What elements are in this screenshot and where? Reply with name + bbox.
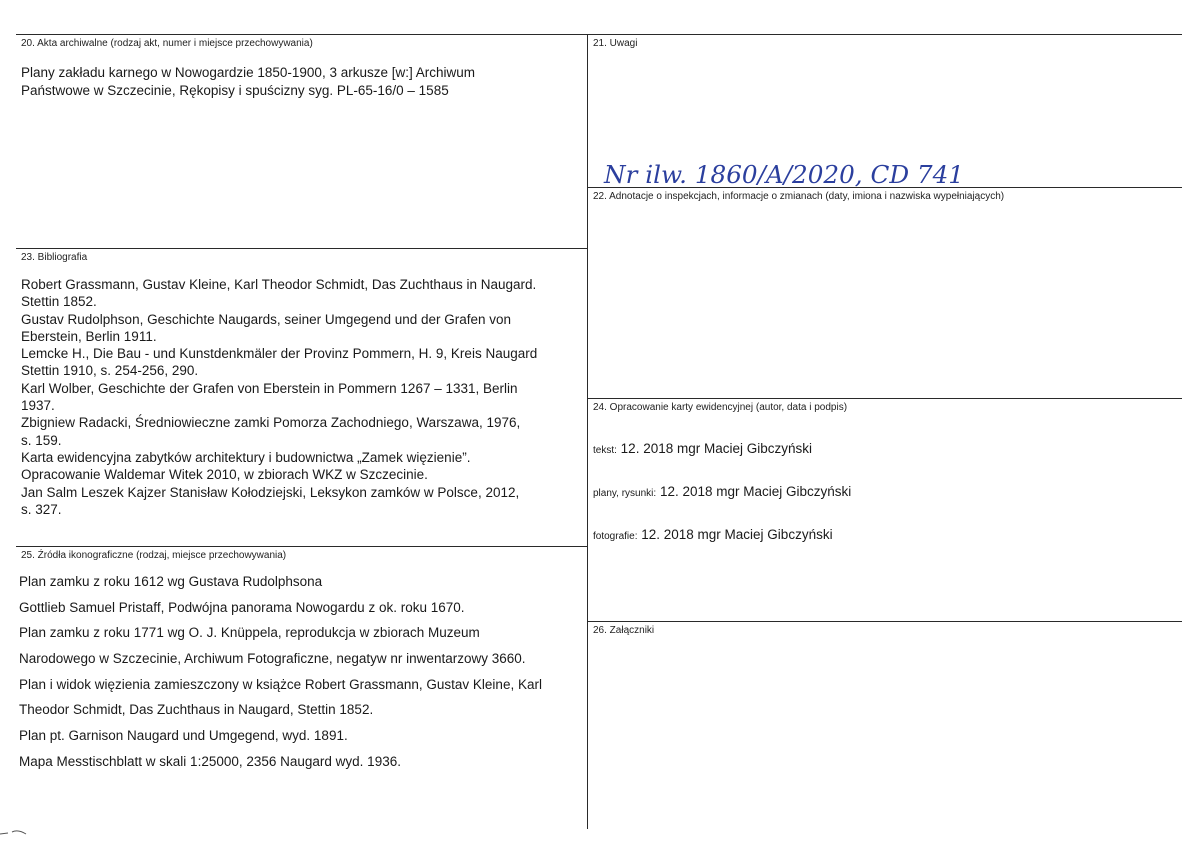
bibliography-line: Gustav Rudolphson, Geschichte Naugards, seiner Umgegend und der Grafen von	[21, 311, 512, 327]
bibliography-line: Karl Wolber, Geschichte der Grafen von Eberstein in Pommern 1267 – 1331, Berlin	[21, 380, 518, 396]
author-photos-row	[593, 527, 833, 542]
iconography-line: Mapa Messtischblatt w skali 1:25000, 2356 Naugard wyd. 1936.	[19, 753, 401, 769]
rule-left-23	[16, 248, 587, 249]
section-24-title: 24. Opracowanie karty ewidencyjnej (autor, data i podpis)	[593, 402, 848, 413]
section-20-title: 20. Akta archiwalne (rodzaj akt, numer i miejsce przechowywania)	[21, 38, 313, 49]
bibliography-line: Stettin 1910, s. 254-256, 290.	[21, 363, 199, 379]
section-21-title: 21. Uwagi	[593, 38, 638, 49]
bibliography-line: Eberstein, Berlin 1911.	[21, 328, 157, 344]
bibliography-line: Karta ewidencyjna zabytków architektury i budownictwa „Zamek więzienie”.	[21, 449, 471, 465]
bibliography-list	[21, 276, 581, 518]
bibliography-line: Stettin 1852.	[21, 294, 97, 310]
row-label: tekst:	[593, 445, 617, 456]
handwritten-note-text: Nr ilw. 1860/A/2020, CD 741	[602, 161, 964, 189]
bibliography-line: s. 327.	[21, 501, 62, 517]
handwritten-inventory-note	[598, 151, 978, 193]
rule-right-26	[587, 621, 1182, 622]
bibliography-line: Lemcke H., Die Bau - und Kunstdenkmäler der Provinz Pommern, H. 9, Kreis Naugard	[21, 346, 538, 362]
rule-right-24	[587, 398, 1182, 399]
bibliography-line: s. 159.	[21, 432, 62, 448]
bibliography-line: Jan Salm Leszek Kajzer Stanisław Kołodziejski, Leksykon zamków w Polsce, 2012,	[21, 484, 520, 500]
iconography-line: Plan zamku z roku 1612 wg Gustava Rudolphsona	[19, 574, 323, 589]
bibliography-line: Opracowanie Waldemar Witek 2010, w zbiorach WKZ w Szczecinie.	[21, 467, 428, 483]
section-22-title: 22. Adnotacje o inspekcjach, informacje o zmianach (daty, imiona i nazwiska wypełniających)	[593, 191, 1005, 202]
row-value: 12. 2018 mgr Maciej Gibczyński	[641, 527, 833, 542]
iconography-list	[19, 573, 585, 779]
scan-mark-icon	[0, 828, 30, 838]
section-23-title: 23. Bibliografia	[21, 252, 88, 263]
iconography-line: Plan pt. Garnison Naugard und Umgegend, wyd. 1891.	[19, 728, 348, 744]
section-26-title: 26. Załączniki	[593, 625, 655, 636]
bibliography-line: 1937.	[21, 398, 55, 414]
bibliography-line: Robert Grassmann, Gustav Kleine, Karl Theodor Schmidt, Das Zuchthaus in Naugard.	[21, 277, 537, 292]
author-text-row	[593, 441, 812, 456]
row-value: 12. 2018 mgr Maciej Gibczyński	[620, 441, 812, 456]
top-rule	[16, 34, 1182, 35]
bibliography-line: Zbigniew Radacki, Średniowieczne zamki Pomorza Zachodniego, Warszawa, 1976,	[21, 415, 521, 431]
rule-left-25	[16, 546, 587, 547]
iconography-line: Gottlieb Samuel Pristaff, Podwójna panorama Nowogardu z ok. roku 1670.	[19, 599, 465, 615]
section-20-body	[21, 64, 581, 100]
row-value: 12. 2018 mgr Maciej Gibczyński	[659, 484, 852, 499]
row-label: fotografie:	[593, 531, 638, 542]
iconography-line: Plan i widok więzienia zamieszczony w książce Robert Grassmann, Gustav Kleine, Karl	[19, 676, 542, 692]
archive-line: Państwowe w Szczecinie, Rękopisy i spuścizny syg. PL-65-16/0 – 1585	[21, 83, 449, 98]
iconography-line: Theodor Schmidt, Das Zuchthaus in Naugard, Stettin 1852.	[19, 702, 374, 718]
row-label: plany, rysunki:	[593, 488, 657, 499]
iconography-line: Narodowego w Szczecinie, Archiwum Fotograficzne, negatyw nr inwentarzowy 3660.	[19, 651, 526, 667]
author-plans-row	[593, 484, 851, 499]
center-divider	[587, 34, 588, 829]
archive-line: Plany zakładu karnego w Nowogardzie 1850-1900, 3 arkusze [w:] Archiwum	[21, 65, 475, 80]
section-25-title: 25. Źródła ikonograficzne (rodzaj, miejsce przechowywania)	[21, 550, 287, 561]
iconography-line: Plan zamku z roku 1771 wg O. J. Knüppela, reprodukcja w zbiorach Muzeum	[19, 625, 480, 641]
